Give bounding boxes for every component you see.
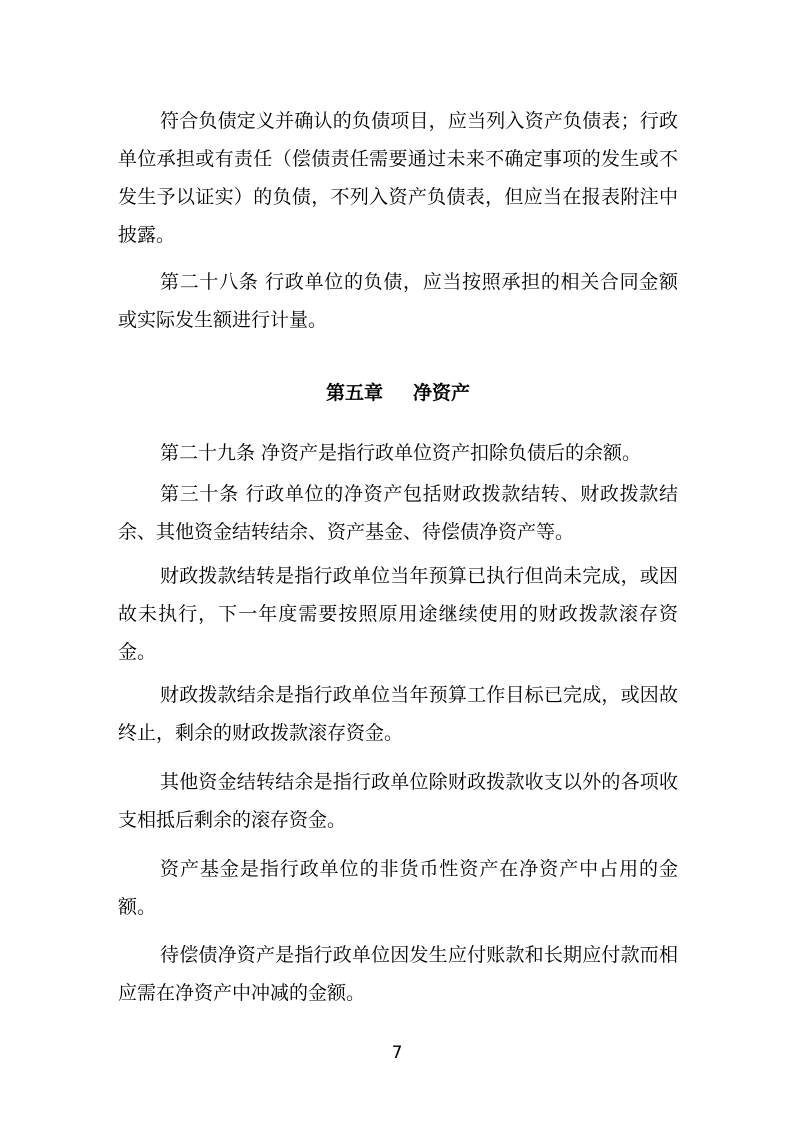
paragraph-asset-fund: 资产基金是指行政单位的非货币性资产在净资产中占用的金额。	[118, 858, 678, 918]
paragraph-article-30: 第三十条 行政单位的净资产包括财政拨款结转、财政拨款结余、其他资金结转结余、资产基金、待偿债净资产等。	[118, 483, 678, 543]
chapter-number: 第五章	[325, 382, 383, 404]
paragraph-liability-recognition: 符合负债定义并确认的负债项目，应当列入资产负债表；行政单位承担或有责任（偿债责任需要通过未来不确定事项的发生或不发生予以证实）的负债，不列入资产负债表，但应当在报表附注中披露。	[118, 110, 678, 246]
paragraph-fiscal-surplus: 财政拨款结余是指行政单位当年预算工作目标已完成，或因故终止，剩余的财政拨款滚存资金。	[118, 684, 678, 744]
chapter-heading	[118, 374, 678, 412]
paragraph-other-funds: 其他资金结转结余是指行政单位除财政拨款收支以外的各项收支相抵后剩余的滚存资金。	[118, 771, 678, 831]
page-number: 7	[391, 1043, 403, 1063]
paragraph-article-28: 第二十八条 行政单位的负债，应当按照承担的相关合同金额或实际发生额进行计量。	[118, 271, 678, 331]
paragraph-article-29: 第二十九条 净资产是指行政单位资产扣除负债后的余额。	[160, 442, 642, 464]
chapter-title: 净资产	[413, 382, 471, 404]
paragraph-fiscal-carryover: 财政拨款结转是指行政单位当年预算已执行但尚未完成，或因故未执行，下一年度需要按照原用途继续使用的财政拨款滚存资金。	[118, 565, 678, 663]
paragraph-debt-net-assets: 待偿债净资产是指行政单位因发生应付账款和长期应付款而相应需在净资产中冲减的金额。	[118, 944, 678, 1004]
